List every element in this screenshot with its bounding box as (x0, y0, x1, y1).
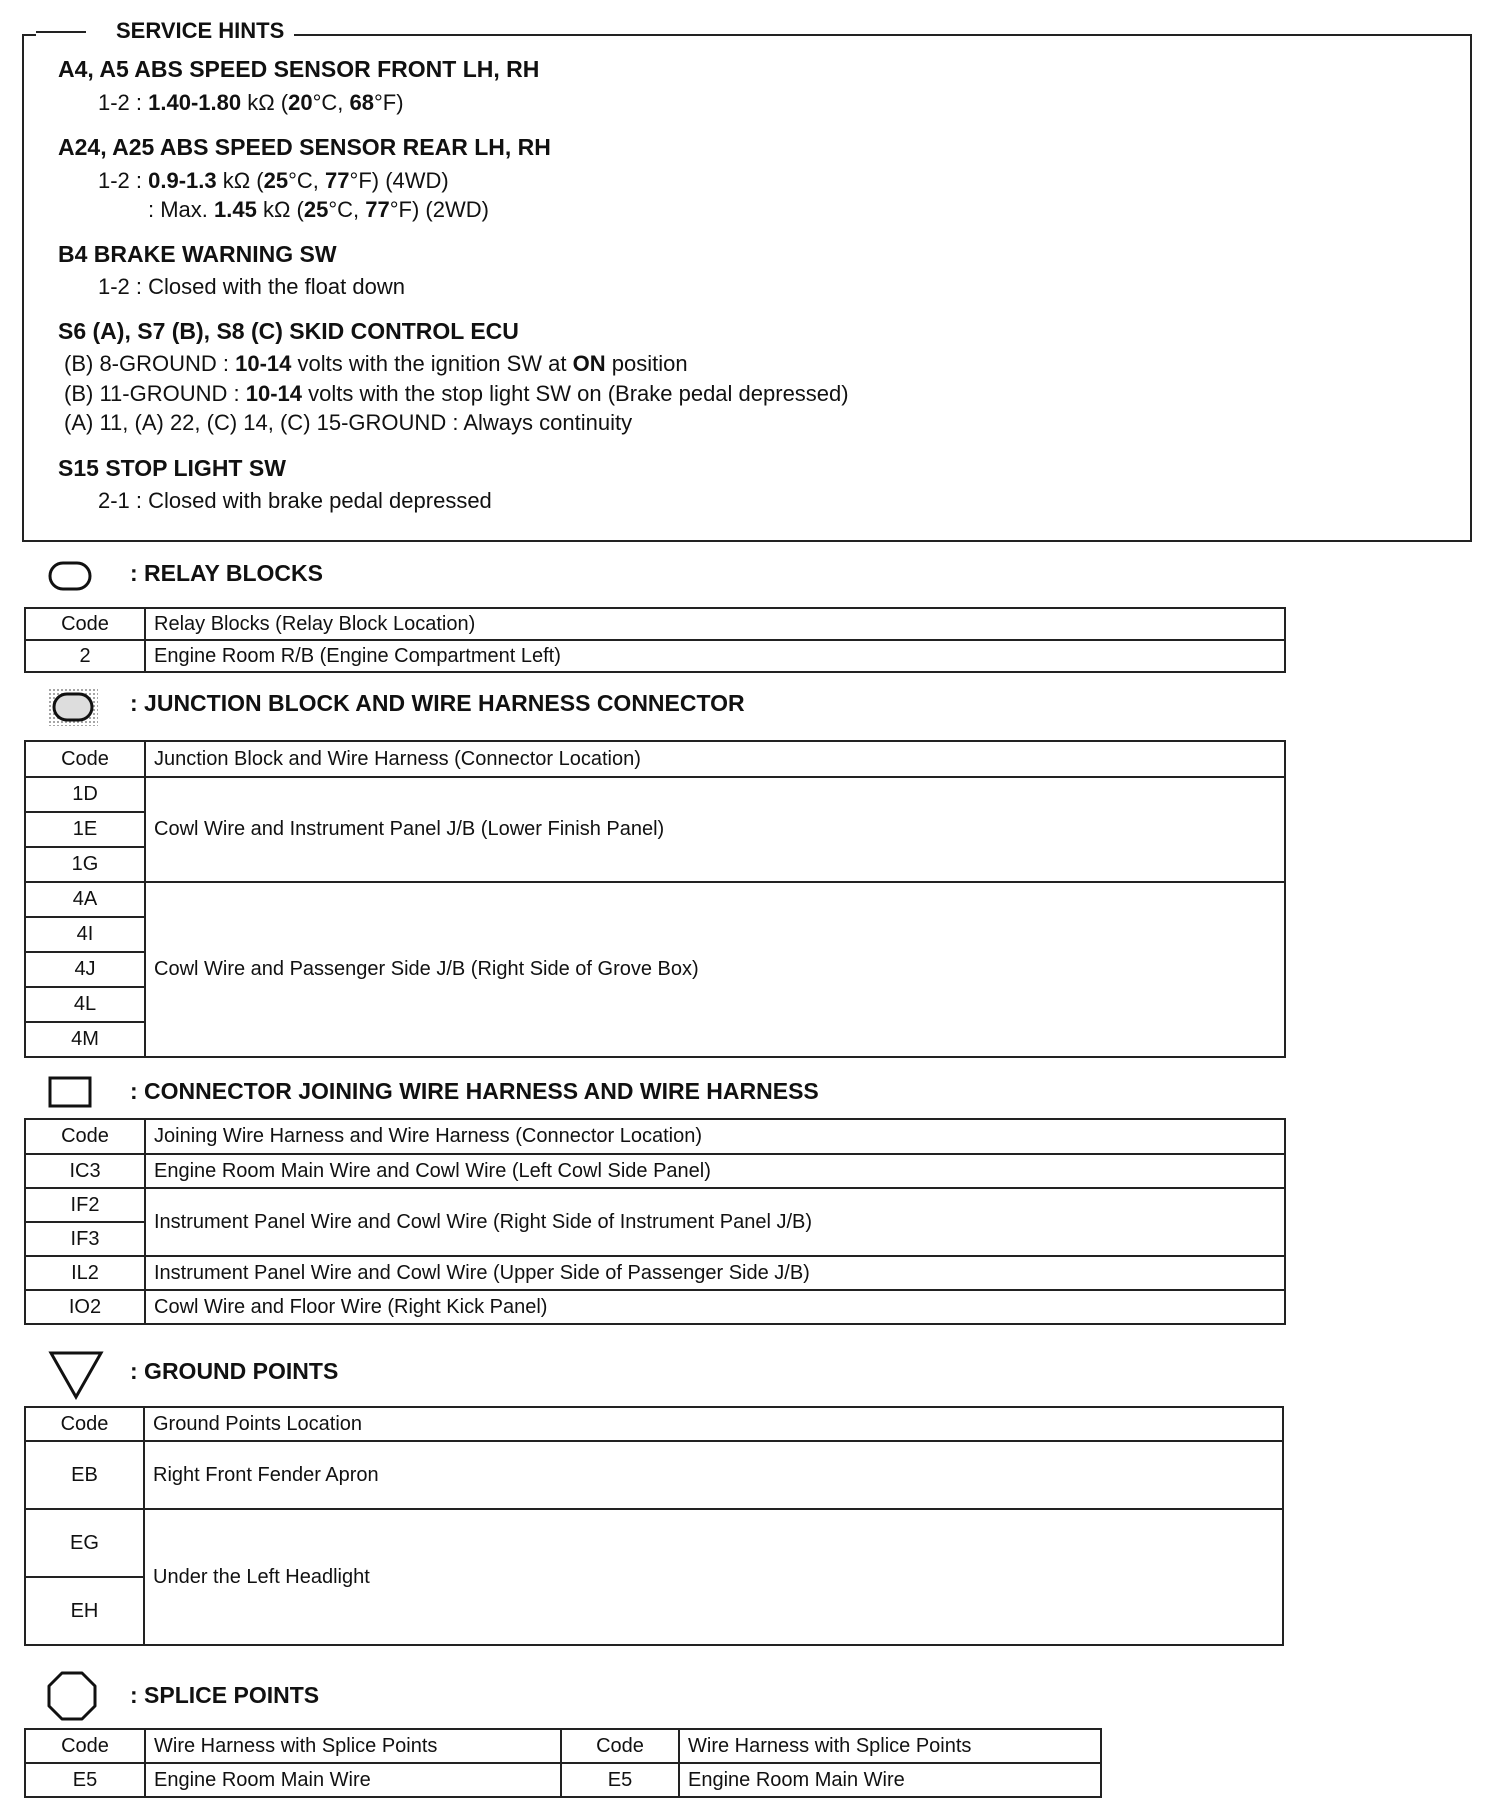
table-cell: 1G (25, 847, 145, 882)
table-header-row (25, 1119, 1285, 1154)
table-cell: Wire Harness with Splice Points (679, 1729, 1101, 1763)
splice-point-icon (46, 1670, 98, 1722)
table-row (25, 882, 1285, 917)
junction-block-title: : JUNCTION BLOCK AND WIRE HARNESS CONNECTOR (130, 690, 745, 716)
splice-points-table (24, 1728, 1102, 1798)
table-cell: IC3 (25, 1154, 145, 1188)
table-cell: IF3 (25, 1222, 145, 1256)
table-cell: Code (25, 1407, 144, 1441)
table-cell: 4A (25, 882, 145, 917)
table-cell: EH (25, 1577, 144, 1645)
relay-blocks-table (24, 607, 1286, 673)
hint-line: (B) 8-GROUND : 10-14 volts with the ignition SW at ON position (64, 351, 688, 376)
table-row (25, 777, 1285, 812)
table-cell: EB (25, 1441, 144, 1509)
relay-blocks-title: : RELAY BLOCKS (130, 560, 323, 586)
table-cell: 4I (25, 917, 145, 952)
table-cell: Code (25, 741, 145, 777)
table-cell: 1E (25, 812, 145, 847)
hint-title-skid-ecu: S6 (A), S7 (B), S8 (C) SKID CONTROL ECU (58, 318, 519, 344)
table-row (25, 1154, 1285, 1188)
table-cell: 1D (25, 777, 145, 812)
table-row (25, 1188, 1285, 1222)
table-cell: Cowl Wire and Floor Wire (Right Kick Panel) (145, 1290, 1285, 1324)
table-header-row (25, 1407, 1283, 1441)
table-cell: Code (561, 1729, 679, 1763)
hint-line: 1-2 : 1.40-1.80 kΩ (20°C, 68°F) (98, 90, 404, 115)
table-header-row (25, 608, 1285, 640)
table-cell: Code (25, 608, 145, 640)
hint-line: (B) 11-GROUND : 10-14 volts with the stop light SW on (Brake pedal depressed) (64, 381, 849, 406)
table-cell: Engine Room Main Wire (679, 1763, 1101, 1797)
table-row (25, 1509, 1283, 1577)
table-cell: Instrument Panel Wire and Cowl Wire (Right Side of Instrument Panel J/B) (145, 1188, 1285, 1256)
hint-line: 2-1 : Closed with brake pedal depressed (98, 488, 492, 513)
connector-title: : CONNECTOR JOINING WIRE HARNESS AND WIRE HARNESS (130, 1078, 819, 1104)
table-row (25, 1441, 1283, 1509)
table-cell: 4M (25, 1022, 145, 1057)
table-cell: EG (25, 1509, 144, 1577)
table-cell: Under the Left Headlight (144, 1509, 1283, 1645)
hint-title-brake-warning: B4 BRAKE WARNING SW (58, 241, 337, 267)
table-cell: Cowl Wire and Instrument Panel J/B (Lower Finish Panel) (145, 777, 1285, 882)
table-cell: Wire Harness with Splice Points (145, 1729, 561, 1763)
table-cell: Joining Wire Harness and Wire Harness (Connector Location) (145, 1119, 1285, 1154)
connector-table (24, 1118, 1286, 1325)
table-cell: 4J (25, 952, 145, 987)
hint-line: (A) 11, (A) 22, (C) 14, (C) 15-GROUND : Always continuity (64, 410, 633, 435)
hint-title-stop-light: S15 STOP LIGHT SW (58, 455, 286, 481)
table-header-row (25, 1729, 1101, 1763)
relay-block-icon (48, 560, 92, 592)
hint-title-rear-sensor: A24, A25 ABS SPEED SENSOR REAR LH, RH (58, 134, 551, 160)
table-cell: Ground Points Location (144, 1407, 1283, 1441)
table-cell: Cowl Wire and Passenger Side J/B (Right Side of Grove Box) (145, 882, 1285, 1057)
table-cell: E5 (25, 1763, 145, 1797)
table-row (25, 640, 1285, 672)
table-row (25, 1256, 1285, 1290)
ground-points-table (24, 1406, 1284, 1646)
ground-point-icon (48, 1350, 104, 1400)
table-row (25, 1290, 1285, 1324)
table-cell: IF2 (25, 1188, 145, 1222)
table-row (25, 1763, 1101, 1797)
table-cell: Engine Room Main Wire and Cowl Wire (Left Cowl Side Panel) (145, 1154, 1285, 1188)
table-cell: IO2 (25, 1290, 145, 1324)
splice-points-title: : SPLICE POINTS (130, 1682, 320, 1708)
table-cell: Relay Blocks (Relay Block Location) (145, 608, 1285, 640)
junction-block-table (24, 740, 1286, 1058)
hint-line: 1-2 : Closed with the float down (98, 274, 405, 299)
hint-line: 1-2 : 0.9-1.3 kΩ (25°C, 77°F) (4WD) (98, 168, 449, 193)
hint-title-front-sensor: A4, A5 ABS SPEED SENSOR FRONT LH, RH (58, 56, 540, 82)
table-cell: 2 (25, 640, 145, 672)
ground-points-title: : GROUND POINTS (130, 1358, 339, 1384)
table-cell: Code (25, 1119, 145, 1154)
table-cell: IL2 (25, 1256, 145, 1290)
service-hints-title: SERVICE HINTS (36, 18, 294, 44)
table-cell: Code (25, 1729, 145, 1763)
hint-line: : Max. 1.45 kΩ (25°C, 77°F) (2WD) (148, 197, 489, 222)
junction-block-icon (48, 688, 98, 726)
table-cell: E5 (561, 1763, 679, 1797)
table-cell: Engine Room R/B (Engine Compartment Left) (145, 640, 1285, 672)
table-header-row (25, 741, 1285, 777)
table-cell: Engine Room Main Wire (145, 1763, 561, 1797)
connector-icon (48, 1076, 92, 1110)
table-cell: Junction Block and Wire Harness (Connector Location) (145, 741, 1285, 777)
table-cell: Right Front Fender Apron (144, 1441, 1283, 1509)
table-cell: 4L (25, 987, 145, 1022)
table-cell: Instrument Panel Wire and Cowl Wire (Upper Side of Passenger Side J/B) (145, 1256, 1285, 1290)
